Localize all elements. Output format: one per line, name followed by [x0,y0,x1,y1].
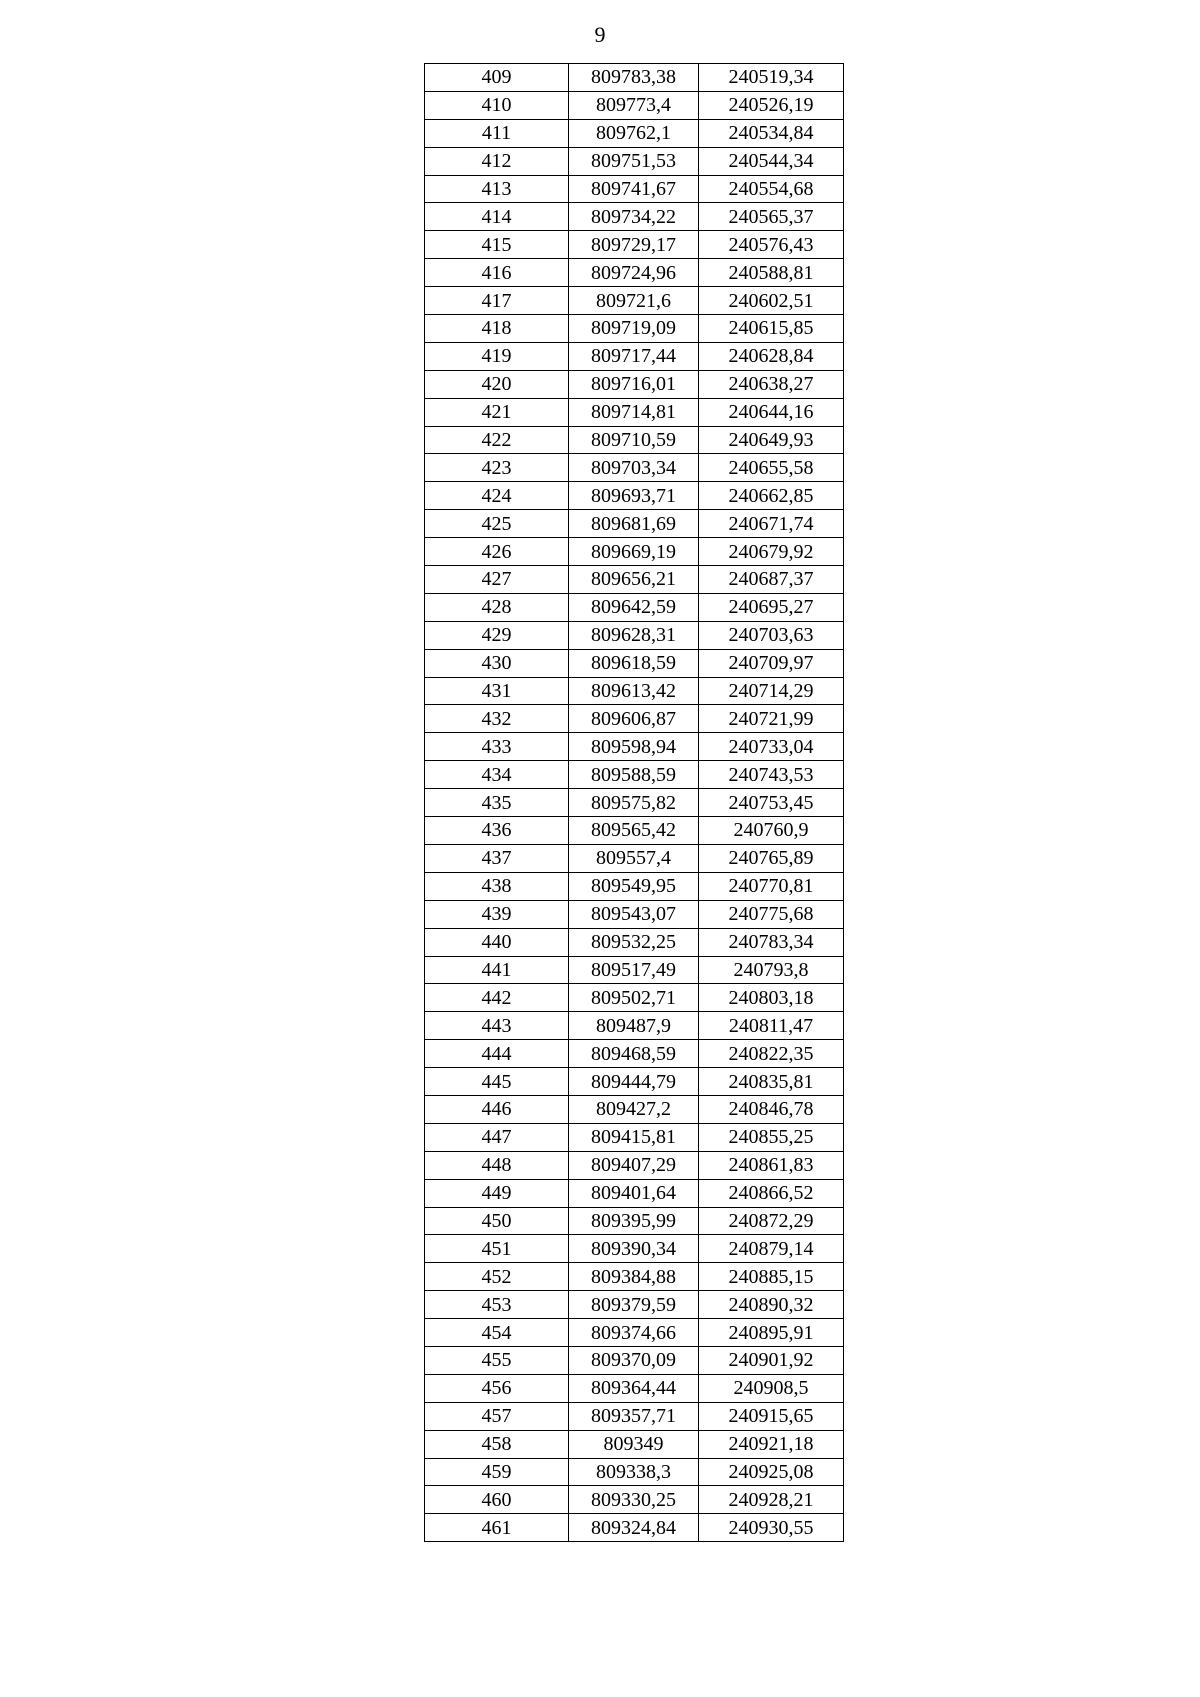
x-coordinate-cell: 809751,53 [569,147,699,175]
x-coordinate-cell: 809642,59 [569,593,699,621]
x-coordinate-cell: 809357,71 [569,1402,699,1430]
table-row [425,147,844,175]
point-number-cell: 436 [425,817,569,845]
y-coordinate-cell: 240901,92 [699,1346,844,1374]
y-coordinate-cell: 240879,14 [699,1235,844,1263]
point-number-cell: 455 [425,1346,569,1374]
y-coordinate-cell: 240928,21 [699,1486,844,1514]
y-coordinate-cell: 240765,89 [699,844,844,872]
point-number-cell: 415 [425,231,569,259]
point-number-cell: 454 [425,1319,569,1347]
table-row [425,203,844,231]
point-number-cell: 452 [425,1263,569,1291]
x-coordinate-cell: 809681,69 [569,510,699,538]
x-coordinate-cell: 809502,71 [569,984,699,1012]
table-row [425,64,844,92]
table-row [425,538,844,566]
x-coordinate-cell: 809734,22 [569,203,699,231]
x-coordinate-cell: 809703,34 [569,454,699,482]
point-number-cell: 416 [425,259,569,287]
point-number-cell: 428 [425,593,569,621]
table-row [425,510,844,538]
x-coordinate-cell: 809468,59 [569,1040,699,1068]
y-coordinate-cell: 240526,19 [699,91,844,119]
y-coordinate-cell: 240872,29 [699,1207,844,1235]
point-number-cell: 419 [425,342,569,370]
x-coordinate-cell: 809543,07 [569,900,699,928]
point-number-cell: 448 [425,1151,569,1179]
table-row [425,315,844,343]
x-coordinate-cell: 809618,59 [569,649,699,677]
y-coordinate-cell: 240703,63 [699,621,844,649]
point-number-cell: 449 [425,1179,569,1207]
y-coordinate-cell: 240687,37 [699,566,844,594]
y-coordinate-cell: 240695,27 [699,593,844,621]
x-coordinate-cell: 809717,44 [569,342,699,370]
coordinates-table-body [425,64,844,1542]
y-coordinate-cell: 240554,68 [699,175,844,203]
point-number-cell: 460 [425,1486,569,1514]
x-coordinate-cell: 809588,59 [569,761,699,789]
table-row [425,287,844,315]
y-coordinate-cell: 240655,58 [699,454,844,482]
point-number-cell: 445 [425,1068,569,1096]
table-row [425,259,844,287]
x-coordinate-cell: 809598,94 [569,733,699,761]
table-row [425,91,844,119]
point-number-cell: 430 [425,649,569,677]
x-coordinate-cell: 809330,25 [569,1486,699,1514]
table-row [425,677,844,705]
table-row [425,621,844,649]
point-number-cell: 424 [425,482,569,510]
point-number-cell: 443 [425,1012,569,1040]
y-coordinate-cell: 240671,74 [699,510,844,538]
point-number-cell: 437 [425,844,569,872]
x-coordinate-cell: 809762,1 [569,119,699,147]
y-coordinate-cell: 240714,29 [699,677,844,705]
point-number-cell: 447 [425,1123,569,1151]
y-coordinate-cell: 240908,5 [699,1374,844,1402]
point-number-cell: 414 [425,203,569,231]
y-coordinate-cell: 240930,55 [699,1514,844,1542]
y-coordinate-cell: 240544,34 [699,147,844,175]
point-number-cell: 442 [425,984,569,1012]
point-number-cell: 439 [425,900,569,928]
point-number-cell: 457 [425,1402,569,1430]
y-coordinate-cell: 240885,15 [699,1263,844,1291]
table-row [425,1458,844,1486]
point-number-cell: 450 [425,1207,569,1235]
point-number-cell: 411 [425,119,569,147]
x-coordinate-cell: 809656,21 [569,566,699,594]
x-coordinate-cell: 809557,4 [569,844,699,872]
table-row [425,817,844,845]
table-row [425,984,844,1012]
table-row [425,956,844,984]
point-number-cell: 433 [425,733,569,761]
y-coordinate-cell: 240662,85 [699,482,844,510]
point-number-cell: 420 [425,370,569,398]
x-coordinate-cell: 809741,67 [569,175,699,203]
x-coordinate-cell: 809370,09 [569,1346,699,1374]
x-coordinate-cell: 809338,3 [569,1458,699,1486]
x-coordinate-cell: 809724,96 [569,259,699,287]
table-row [425,398,844,426]
y-coordinate-cell: 240921,18 [699,1430,844,1458]
y-coordinate-cell: 240770,81 [699,872,844,900]
x-coordinate-cell: 809549,95 [569,872,699,900]
y-coordinate-cell: 240628,84 [699,342,844,370]
y-coordinate-cell: 240925,08 [699,1458,844,1486]
point-number-cell: 421 [425,398,569,426]
table-row [425,1346,844,1374]
x-coordinate-cell: 809395,99 [569,1207,699,1235]
table-row [425,566,844,594]
y-coordinate-cell: 240753,45 [699,789,844,817]
x-coordinate-cell: 809710,59 [569,426,699,454]
x-coordinate-cell: 809575,82 [569,789,699,817]
x-coordinate-cell: 809517,49 [569,956,699,984]
x-coordinate-cell: 809384,88 [569,1263,699,1291]
table-row [425,705,844,733]
table-row [425,1430,844,1458]
x-coordinate-cell: 809613,42 [569,677,699,705]
y-coordinate-cell: 240709,97 [699,649,844,677]
point-number-cell: 434 [425,761,569,789]
table-row [425,119,844,147]
table-row [425,175,844,203]
table-row [425,1514,844,1542]
y-coordinate-cell: 240822,35 [699,1040,844,1068]
table-row [425,1068,844,1096]
y-coordinate-cell: 240846,78 [699,1095,844,1123]
x-coordinate-cell: 809783,38 [569,64,699,92]
x-coordinate-cell: 809390,34 [569,1235,699,1263]
point-number-cell: 432 [425,705,569,733]
table-row [425,649,844,677]
y-coordinate-cell: 240760,9 [699,817,844,845]
y-coordinate-cell: 240679,92 [699,538,844,566]
x-coordinate-cell: 809606,87 [569,705,699,733]
table-row [425,1151,844,1179]
point-number-cell: 418 [425,315,569,343]
point-number-cell: 438 [425,872,569,900]
point-number-cell: 422 [425,426,569,454]
point-number-cell: 451 [425,1235,569,1263]
table-row [425,761,844,789]
point-number-cell: 453 [425,1291,569,1319]
table-row [425,1040,844,1068]
y-coordinate-cell: 240890,32 [699,1291,844,1319]
table-row [425,1179,844,1207]
y-coordinate-cell: 240855,25 [699,1123,844,1151]
point-number-cell: 425 [425,510,569,538]
y-coordinate-cell: 240615,85 [699,315,844,343]
y-coordinate-cell: 240861,83 [699,1151,844,1179]
x-coordinate-cell: 809349 [569,1430,699,1458]
y-coordinate-cell: 240835,81 [699,1068,844,1096]
y-coordinate-cell: 240534,84 [699,119,844,147]
x-coordinate-cell: 809379,59 [569,1291,699,1319]
table-row [425,1235,844,1263]
point-number-cell: 459 [425,1458,569,1486]
point-number-cell: 426 [425,538,569,566]
table-row [425,844,844,872]
x-coordinate-cell: 809669,19 [569,538,699,566]
table-row [425,1374,844,1402]
x-coordinate-cell: 809401,64 [569,1179,699,1207]
table-row [425,454,844,482]
y-coordinate-cell: 240588,81 [699,259,844,287]
table-row [425,900,844,928]
x-coordinate-cell: 809716,01 [569,370,699,398]
y-coordinate-cell: 240811,47 [699,1012,844,1040]
y-coordinate-cell: 240866,52 [699,1179,844,1207]
x-coordinate-cell: 809628,31 [569,621,699,649]
point-number-cell: 440 [425,928,569,956]
y-coordinate-cell: 240895,91 [699,1319,844,1347]
x-coordinate-cell: 809729,17 [569,231,699,259]
y-coordinate-cell: 240602,51 [699,287,844,315]
point-number-cell: 444 [425,1040,569,1068]
x-coordinate-cell: 809444,79 [569,1068,699,1096]
table-row [425,1291,844,1319]
x-coordinate-cell: 809415,81 [569,1123,699,1151]
point-number-cell: 423 [425,454,569,482]
y-coordinate-cell: 240733,04 [699,733,844,761]
point-number-cell: 456 [425,1374,569,1402]
x-coordinate-cell: 809532,25 [569,928,699,956]
point-number-cell: 431 [425,677,569,705]
table-row [425,482,844,510]
point-number-cell: 410 [425,91,569,119]
table-row [425,426,844,454]
table-row [425,733,844,761]
y-coordinate-cell: 240576,43 [699,231,844,259]
y-coordinate-cell: 240721,99 [699,705,844,733]
x-coordinate-cell: 809324,84 [569,1514,699,1542]
point-number-cell: 446 [425,1095,569,1123]
y-coordinate-cell: 240638,27 [699,370,844,398]
x-coordinate-cell: 809487,9 [569,1012,699,1040]
y-coordinate-cell: 240803,18 [699,984,844,1012]
table-row [425,342,844,370]
table-row [425,1207,844,1235]
x-coordinate-cell: 809427,2 [569,1095,699,1123]
table-row [425,928,844,956]
x-coordinate-cell: 809364,44 [569,1374,699,1402]
table-row [425,1319,844,1347]
table-row [425,1123,844,1151]
point-number-cell: 441 [425,956,569,984]
point-number-cell: 461 [425,1514,569,1542]
point-number-cell: 417 [425,287,569,315]
y-coordinate-cell: 240775,68 [699,900,844,928]
y-coordinate-cell: 240743,53 [699,761,844,789]
y-coordinate-cell: 240565,37 [699,203,844,231]
table-row [425,1486,844,1514]
table-row [425,789,844,817]
point-number-cell: 412 [425,147,569,175]
x-coordinate-cell: 809565,42 [569,817,699,845]
page-number: 9 [594,22,606,47]
point-number-cell: 429 [425,621,569,649]
point-number-cell: 458 [425,1430,569,1458]
table-row [425,593,844,621]
x-coordinate-cell: 809374,66 [569,1319,699,1347]
x-coordinate-cell: 809407,29 [569,1151,699,1179]
table-row [425,1402,844,1430]
point-number-cell: 413 [425,175,569,203]
x-coordinate-cell: 809721,6 [569,287,699,315]
y-coordinate-cell: 240649,93 [699,426,844,454]
y-coordinate-cell: 240783,34 [699,928,844,956]
x-coordinate-cell: 809719,09 [569,315,699,343]
point-number-cell: 427 [425,566,569,594]
table-row [425,872,844,900]
table-row [425,1095,844,1123]
y-coordinate-cell: 240793,8 [699,956,844,984]
point-number-cell: 435 [425,789,569,817]
table-row [425,231,844,259]
point-number-cell: 409 [425,64,569,92]
y-coordinate-cell: 240519,34 [699,64,844,92]
table-row [425,1263,844,1291]
y-coordinate-cell: 240915,65 [699,1402,844,1430]
x-coordinate-cell: 809773,4 [569,91,699,119]
table-row [425,1012,844,1040]
table-row [425,370,844,398]
x-coordinate-cell: 809714,81 [569,398,699,426]
x-coordinate-cell: 809693,71 [569,482,699,510]
y-coordinate-cell: 240644,16 [699,398,844,426]
coordinates-table [424,63,844,1542]
